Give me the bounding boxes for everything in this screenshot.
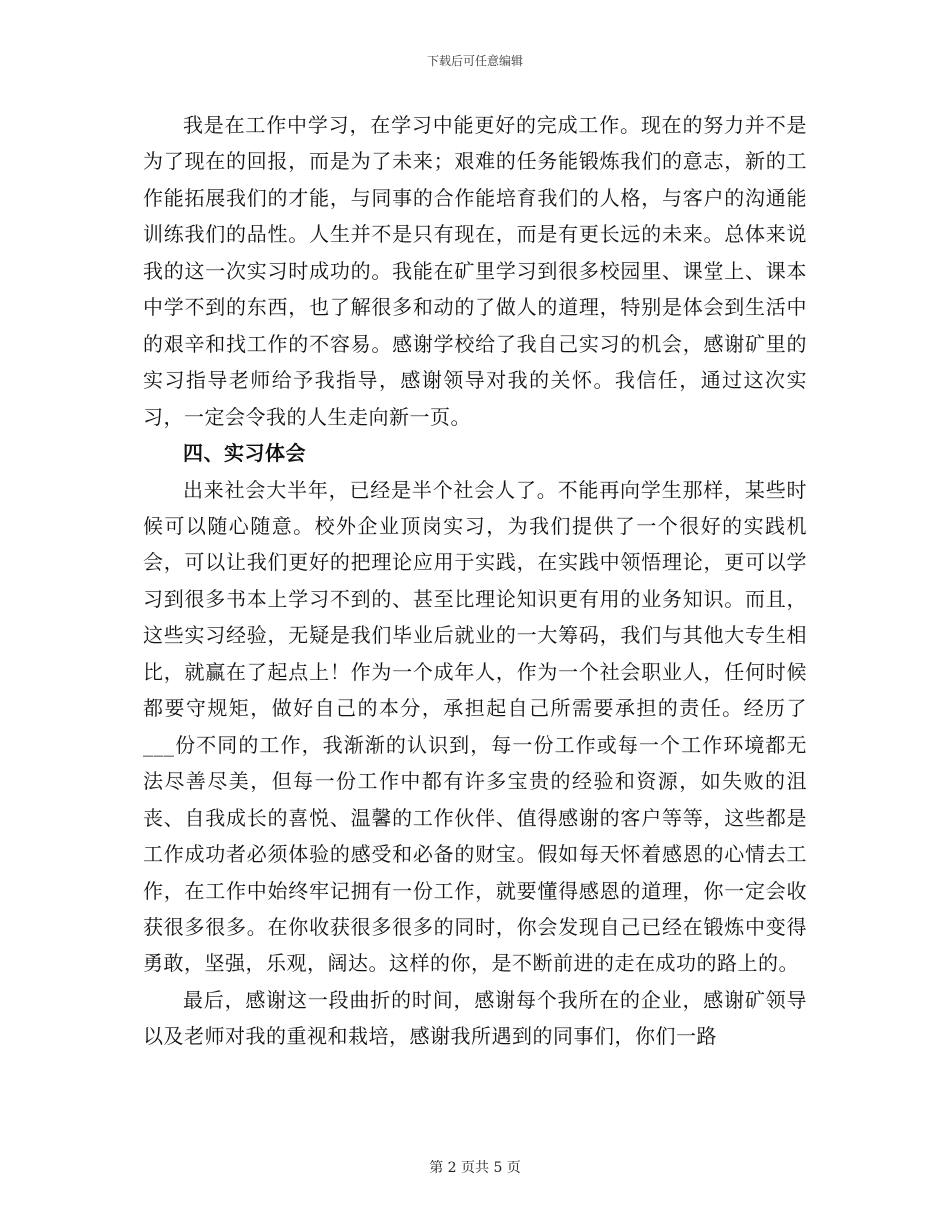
section-heading: 四、实习体会	[183, 441, 306, 466]
body-paragraph: 最后，感谢这一段曲折的时间，感谢每个我所在的企业，感谢矿领导以及老师对我的重视和栽培，感谢我所遇到的同事们，你们一路	[143, 987, 807, 1049]
body-paragraph: 出来社会大半年，已经是半个社会人了。不能再向学生那样，某些时候可以随心随意。校外企业顶岗实习，为我们提供了一个很好的实践机会，可以让我们更好的把理论应用于实践，在实践中领悟理论，更可以学习到很多书本上学习不到的、甚至比理论知识更有用的业务知识。而且，这些实习经验，无疑是我们毕业后就业的一大筹码，我们与其他大专生相比，就赢在了起点上！作为一个成年人，作为一个社会职业人，任何时候都要守规矩，做好自己的本分，承担起自己所需要承担的责任。经历了___份不同的工作，我渐渐的认识到，每一份工作或每一个工作环境都无法尽善尽美，但每一份工作中都有许多宝贵的经验和资源，如失败的沮丧、自我成长的喜悦、温馨的工作伙伴、值得感谢的客户等等，这些都是工作成功者必须体验的感受和必备的财宝。假如每天怀着感恩的心情去工作，在工作中始终牢记拥有一份工作，就要懂得感恩的道理，你一定会收获很多很多。在你收获很多很多的同时，你会发现自己已经在锻炼中变得勇敢，坚强，乐观，阔达。这样的你，是不断前进的走在成功的路上的。	[143, 477, 807, 976]
document-body	[143, 107, 807, 1055]
page-footer: 第 2 页共 5 页	[429, 1160, 521, 1176]
page-header: 下载后可任意编辑	[426, 54, 523, 68]
body-paragraph: 我是在工作中学习，在学习中能更好的完成工作。现在的努力并不是为了现在的回报，而是为了未来；艰难的任务能锻炼我们的意志，新的工作能拓展我们的才能，与同事的合作能培育我们的人格，与客户的沟通能训练我们的品性。人生并不是只有现在，而是有更长远的未来。总体来说我的这一次实习时成功的。我能在矿里学习到很多校园里、课堂上、课本中学不到的东西，也了解很多和动的了做人的道理，特别是体会到生活中的艰辛和找工作的不容易。感谢学校给了我自己实习的机会，感谢矿里的实习指导老师给予我指导，感谢领导对我的关怀。我信任，通过这次实习，一定会令我的人生走向新一页。	[143, 113, 807, 429]
